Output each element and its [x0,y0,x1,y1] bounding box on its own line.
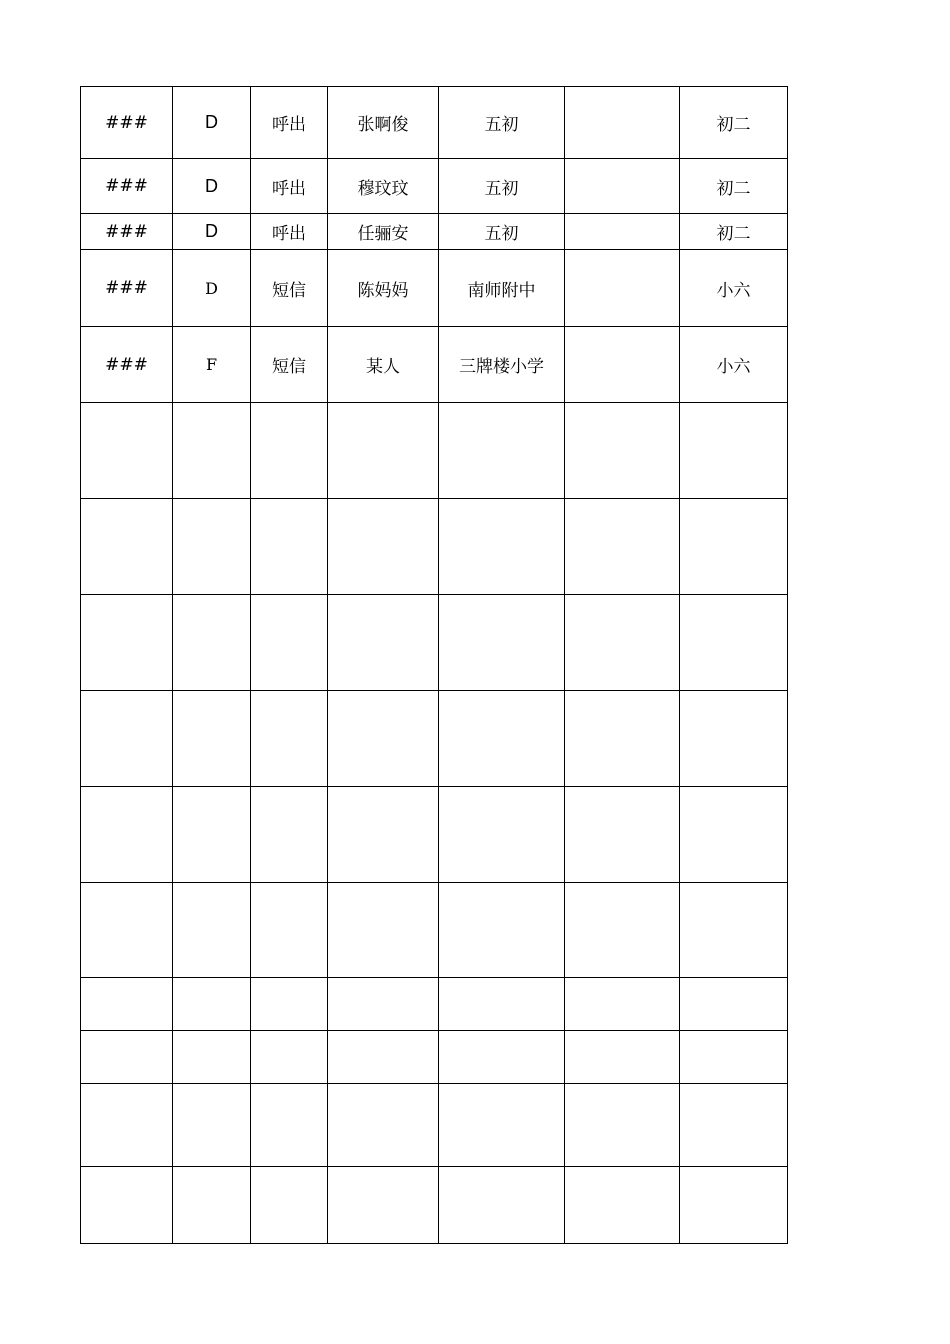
date-cell[interactable]: ### [81,87,173,159]
table-row [81,327,788,403]
name-cell[interactable] [328,1167,439,1244]
level-cell[interactable]: 初二 [680,214,788,250]
grade-cell[interactable]: F [173,327,251,403]
level-cell[interactable] [680,883,788,978]
extra-cell[interactable] [565,1167,680,1244]
school-cell[interactable]: 三牌楼小学 [439,327,565,403]
date-cell[interactable] [81,1031,173,1084]
level-cell[interactable]: 小六 [680,327,788,403]
table-row [81,1031,788,1084]
extra-cell[interactable] [565,499,680,595]
name-cell[interactable]: 穆玟玟 [328,159,439,214]
grade-cell[interactable] [173,403,251,499]
date-cell[interactable] [81,595,173,691]
method-cell[interactable]: 短信 [251,327,328,403]
level-cell[interactable]: 小六 [680,250,788,327]
method-cell[interactable] [251,787,328,883]
method-cell[interactable] [251,883,328,978]
method-cell[interactable]: 短信 [251,250,328,327]
date-cell[interactable] [81,691,173,787]
grade-cell[interactable]: D [173,87,251,159]
table-row [81,87,788,159]
extra-cell[interactable] [565,595,680,691]
name-cell[interactable] [328,691,439,787]
name-cell[interactable] [328,403,439,499]
extra-cell[interactable] [565,159,680,214]
school-cell[interactable]: 南师附中 [439,250,565,327]
method-cell[interactable] [251,595,328,691]
table-row [81,250,788,327]
name-cell[interactable]: 张啊俊 [328,87,439,159]
table-row [81,595,788,691]
date-cell[interactable]: ### [81,327,173,403]
date-cell[interactable] [81,403,173,499]
table-row [81,214,788,250]
extra-cell[interactable] [565,1084,680,1167]
method-cell[interactable] [251,1167,328,1244]
grade-cell[interactable] [173,1084,251,1167]
table-row [81,403,788,499]
school-cell[interactable] [439,1084,565,1167]
extra-cell[interactable] [565,214,680,250]
extra-cell[interactable] [565,403,680,499]
name-cell[interactable]: 陈妈妈 [328,250,439,327]
table-row [81,978,788,1031]
extra-cell[interactable] [565,250,680,327]
contact-log-table [80,86,788,1244]
date-cell[interactable] [81,1084,173,1167]
extra-cell[interactable] [565,691,680,787]
grade-cell[interactable] [173,978,251,1031]
level-cell[interactable]: 初二 [680,87,788,159]
level-cell[interactable] [680,595,788,691]
table-row [81,1167,788,1244]
level-cell[interactable] [680,691,788,787]
level-cell[interactable] [680,787,788,883]
school-cell[interactable] [439,403,565,499]
table-row [81,499,788,595]
grade-cell[interactable] [173,691,251,787]
method-cell[interactable] [251,403,328,499]
school-cell[interactable]: 五初 [439,87,565,159]
method-cell[interactable]: 呼出 [251,214,328,250]
level-cell[interactable]: 初二 [680,159,788,214]
extra-cell[interactable] [565,978,680,1031]
school-cell[interactable] [439,1031,565,1084]
date-cell[interactable] [81,978,173,1031]
grade-cell[interactable] [173,1167,251,1244]
level-cell[interactable] [680,1167,788,1244]
method-cell[interactable] [251,499,328,595]
level-cell[interactable] [680,1031,788,1084]
grade-cell[interactable] [173,883,251,978]
grade-cell[interactable] [173,595,251,691]
extra-cell[interactable] [565,327,680,403]
date-cell[interactable]: ### [81,214,173,250]
date-cell[interactable] [81,787,173,883]
school-cell[interactable] [439,691,565,787]
method-cell[interactable] [251,978,328,1031]
name-cell[interactable] [328,883,439,978]
date-cell[interactable]: ### [81,159,173,214]
level-cell[interactable] [680,499,788,595]
school-cell[interactable] [439,595,565,691]
school-cell[interactable] [439,1167,565,1244]
name-cell[interactable]: 任骊安 [328,214,439,250]
table-row [81,787,788,883]
date-cell[interactable] [81,1167,173,1244]
extra-cell[interactable] [565,787,680,883]
school-cell[interactable]: 五初 [439,159,565,214]
method-cell[interactable] [251,1084,328,1167]
table-body [81,87,788,1244]
level-cell[interactable] [680,978,788,1031]
table-row [81,1084,788,1167]
grade-cell[interactable]: D [173,159,251,214]
grade-cell[interactable] [173,1031,251,1084]
name-cell[interactable] [328,1031,439,1084]
school-cell[interactable] [439,787,565,883]
method-cell[interactable] [251,1031,328,1084]
extra-cell[interactable] [565,87,680,159]
date-cell[interactable] [81,883,173,978]
name-cell[interactable] [328,1084,439,1167]
school-cell[interactable] [439,883,565,978]
method-cell[interactable] [251,691,328,787]
extra-cell[interactable] [565,1031,680,1084]
table-row [81,159,788,214]
name-cell[interactable] [328,978,439,1031]
name-cell[interactable] [328,787,439,883]
level-cell[interactable] [680,1084,788,1167]
school-cell[interactable] [439,978,565,1031]
method-cell[interactable]: 呼出 [251,159,328,214]
school-cell[interactable]: 五初 [439,214,565,250]
extra-cell[interactable] [565,883,680,978]
method-cell[interactable]: 呼出 [251,87,328,159]
grade-cell[interactable] [173,499,251,595]
name-cell[interactable] [328,595,439,691]
table-row [81,883,788,978]
date-cell[interactable]: ### [81,250,173,327]
name-cell[interactable] [328,499,439,595]
school-cell[interactable] [439,499,565,595]
grade-cell[interactable]: D [173,214,251,250]
name-cell[interactable]: 某人 [328,327,439,403]
level-cell[interactable] [680,403,788,499]
date-cell[interactable] [81,499,173,595]
grade-cell[interactable]: D [173,250,251,327]
grade-cell[interactable] [173,787,251,883]
table-row [81,691,788,787]
